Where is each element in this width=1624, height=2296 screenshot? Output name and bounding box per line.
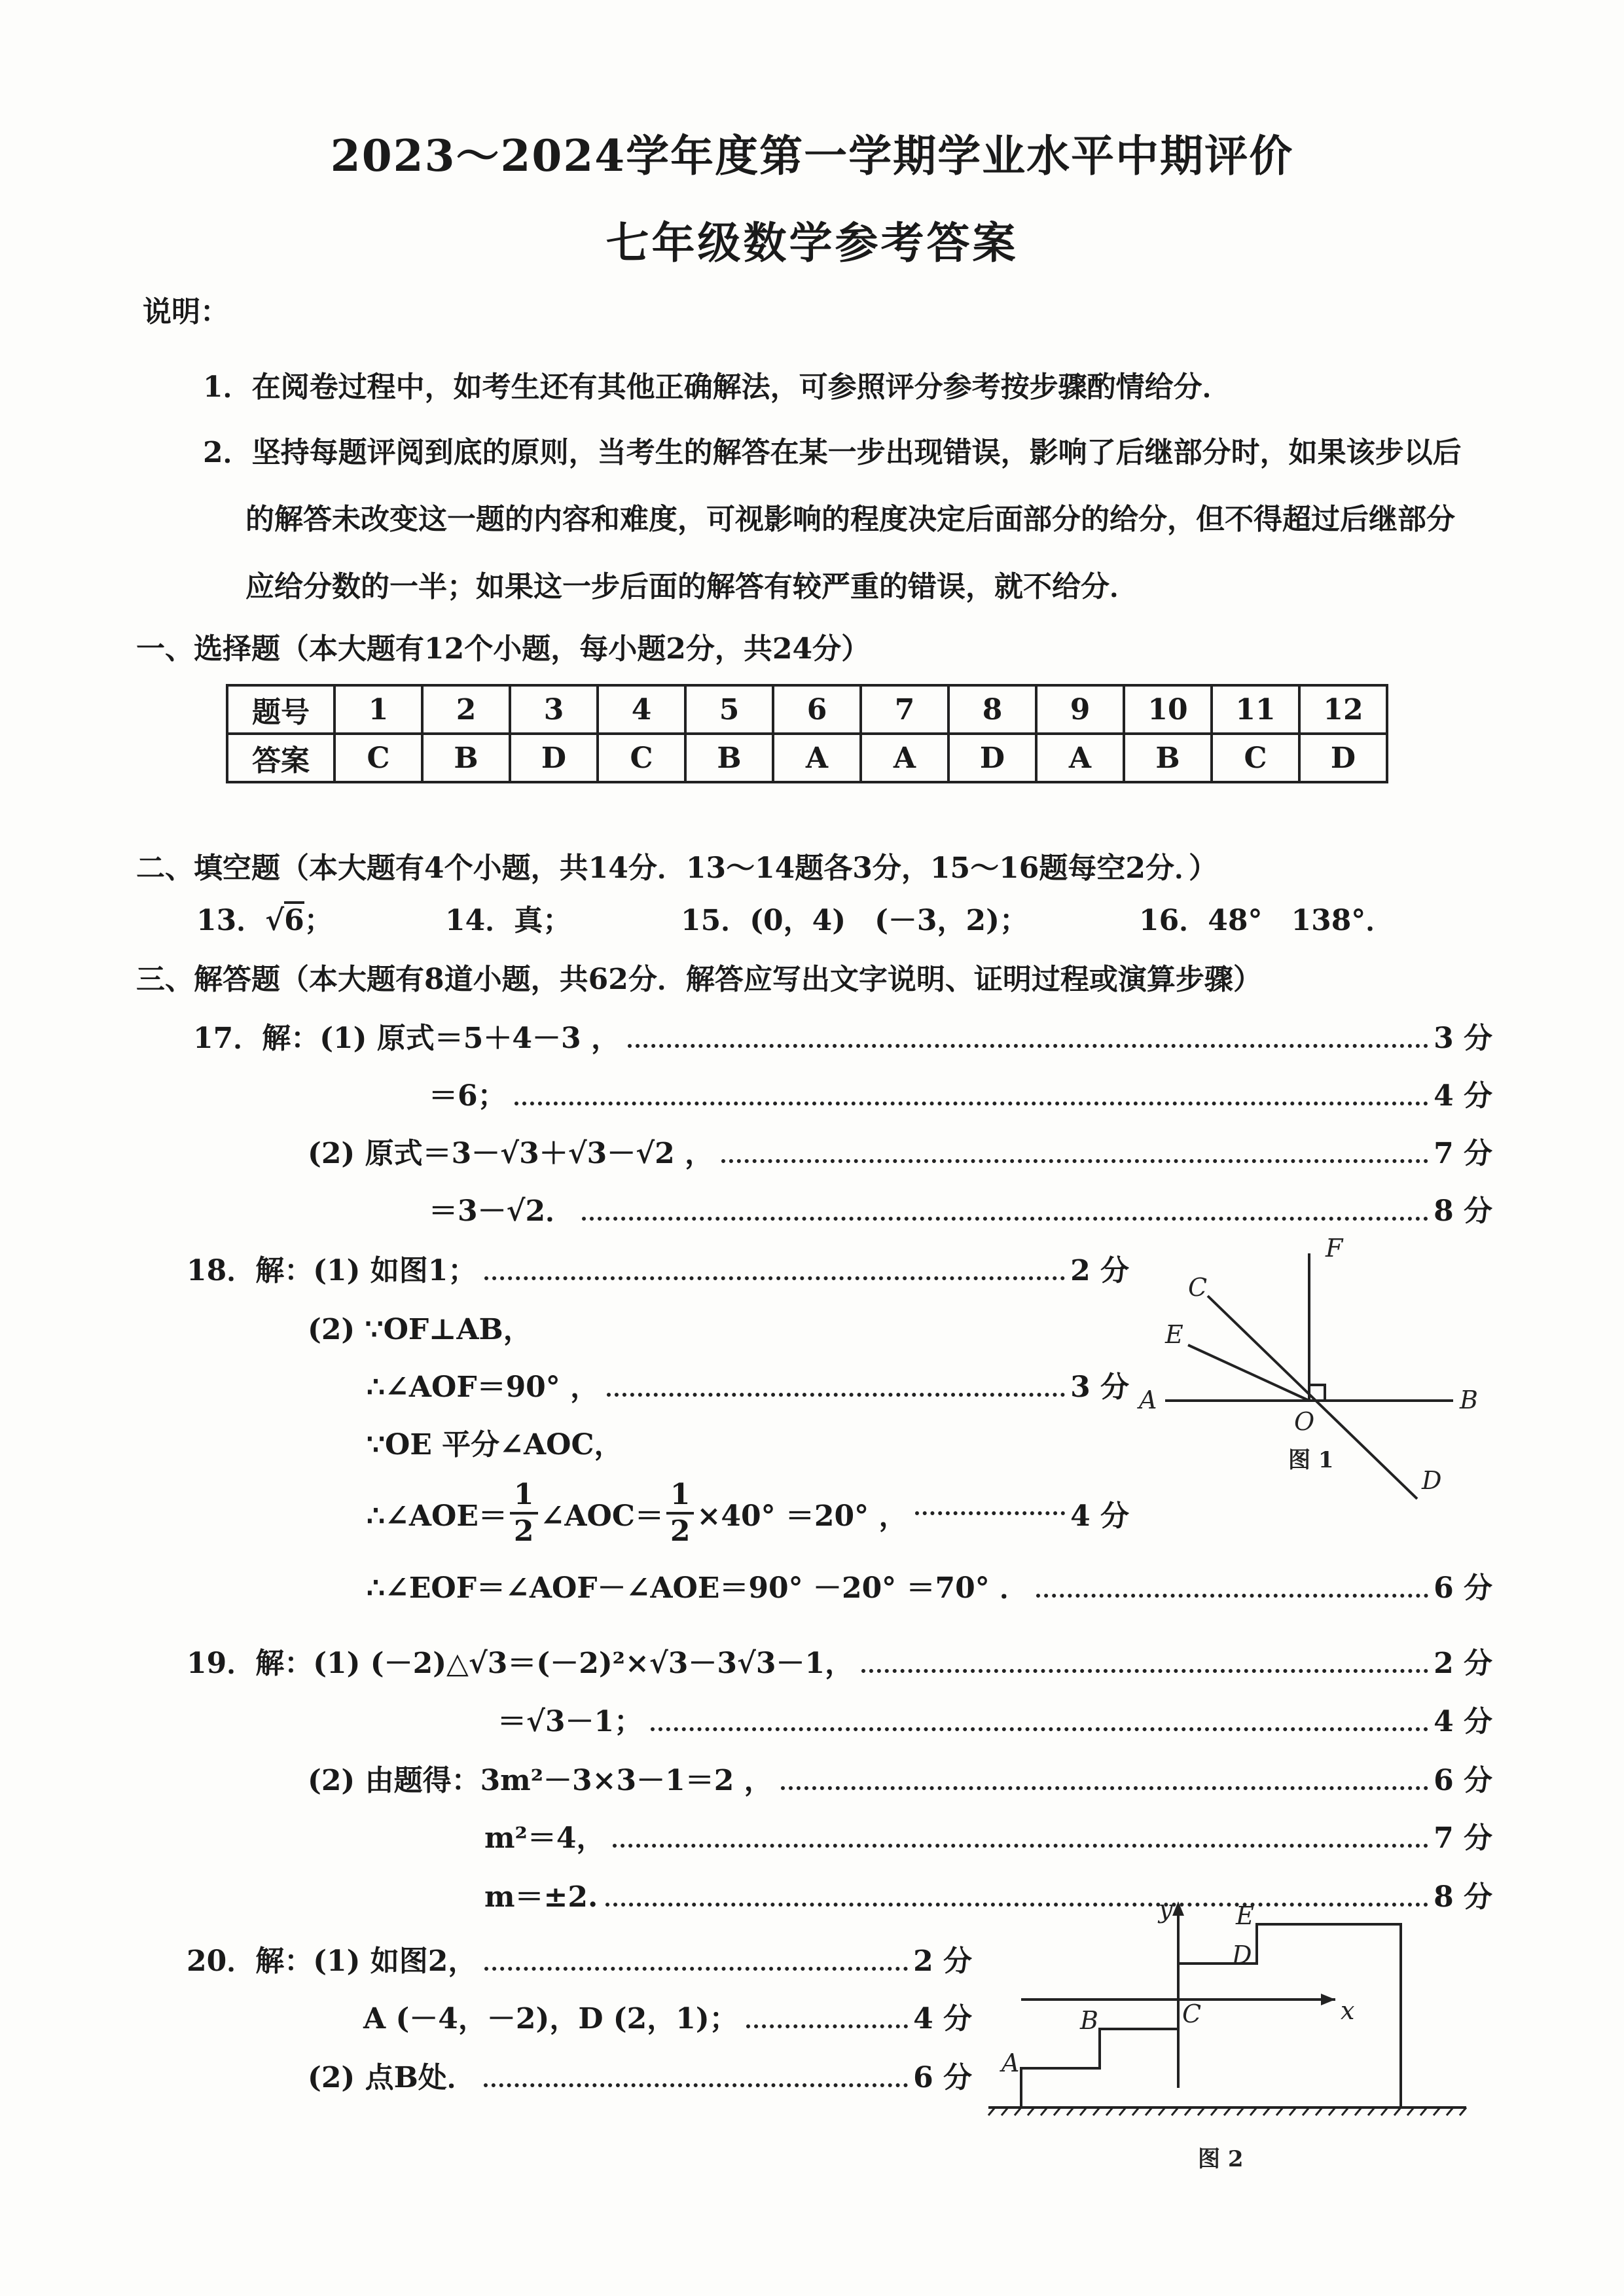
q13-radicand: 6	[284, 901, 304, 937]
leader-dots	[582, 1217, 1428, 1221]
note-item-2-line1: 2．坚持每题评阅到底的原则，当考生的解答在某一步出现错误，影响了后继部分时，如果该步以后	[203, 436, 1462, 469]
score: 8 分	[1434, 1194, 1492, 1228]
leader-dots	[613, 1844, 1428, 1848]
q17-step-1	[193, 1014, 1492, 1056]
label-b: B	[1080, 2006, 1098, 2035]
table-cell: 4	[598, 685, 685, 734]
table-cell: 8	[948, 685, 1036, 734]
q18-step-6	[367, 1564, 1492, 1606]
table-cell: 2	[422, 685, 510, 734]
step-text: ∴∠EOF＝∠AOF－∠AOE＝90° －20° ＝70° ．	[367, 1571, 1029, 1605]
fraction-half	[666, 1480, 695, 1546]
q18-step-2: (2) ∵OF⊥AB，	[308, 1313, 532, 1346]
score: 6 分	[1434, 1571, 1492, 1605]
step-text: m²＝4，	[484, 1821, 605, 1855]
leader-dots	[861, 1669, 1428, 1673]
leader-dots	[628, 1044, 1428, 1048]
note-item-1: 1．在阅卷过程中，如考生还有其他正确解法，可参照评分参考按步骤酌情给分．	[203, 370, 1231, 404]
leader-dots	[721, 1159, 1428, 1163]
table-cell: 6	[773, 685, 861, 734]
label-e: E	[1165, 1320, 1183, 1349]
score: 4 分	[913, 2002, 972, 2036]
table-cell: A	[1036, 734, 1124, 782]
table-cell: A	[773, 734, 861, 782]
score: 3 分	[1434, 1022, 1492, 1055]
label-a: A	[1139, 1386, 1157, 1414]
score: 2 分	[1434, 1647, 1492, 1680]
figure-2	[982, 1892, 1506, 2193]
leader-dots	[915, 1511, 1065, 1515]
table-cell: A	[861, 734, 948, 782]
step-text: ∠AOC＝	[540, 1499, 664, 1533]
figure-1	[1139, 1230, 1479, 1505]
figure-1-caption: 图 1	[1288, 1447, 1334, 1473]
fraction-half	[510, 1480, 538, 1546]
step-text: 20．解：(1) 如图2，	[187, 1945, 477, 1978]
q18-step-4: ∵OE 平分∠AOC，	[367, 1428, 623, 1462]
q17-step-4	[429, 1187, 1492, 1229]
table-cell: 12	[1299, 685, 1387, 734]
table-header-cell: 题号	[227, 685, 334, 734]
q18-step-1	[187, 1247, 1129, 1289]
q19-step-3	[308, 1757, 1492, 1799]
q20-step-3	[308, 2054, 972, 2096]
table-cell: D	[510, 734, 598, 782]
score: 4 分	[1070, 1499, 1129, 1533]
step-text: (2) 点B处．	[308, 2061, 476, 2094]
label-d: D	[1422, 1466, 1442, 1495]
fill-answer-14: 14．真；	[445, 904, 572, 937]
step-text: ×40° ＝20° ，	[696, 1499, 908, 1533]
score: 7 分	[1434, 1137, 1492, 1170]
table-cell: 10	[1124, 685, 1212, 734]
step-text: ＝√3－1；	[497, 1705, 643, 1738]
table-cell: 7	[861, 685, 948, 734]
figure-2-caption: 图 2	[1198, 2146, 1244, 2172]
label-a: A	[1001, 2049, 1020, 2077]
fraction-denominator: 2	[670, 1515, 691, 1548]
step-text: 19．解：(1) (－2)△√3＝(－2)²×√3－3√3－1，	[187, 1647, 854, 1680]
score: 4 分	[1434, 1079, 1492, 1113]
label-o: O	[1294, 1407, 1315, 1436]
q20-step-2	[363, 1995, 972, 2037]
step-text: m＝±2.	[484, 1880, 598, 1914]
leader-dots	[781, 1786, 1428, 1790]
sqrt-symbol: √	[265, 904, 285, 937]
q19-step-1	[187, 1640, 1492, 1681]
y-axis-arrow-icon	[1172, 1901, 1184, 1916]
leader-dots	[484, 2083, 908, 2087]
step-text: (2) 由题得：3m²－3×3－1＝2 ，	[308, 1764, 773, 1797]
score: 4 分	[1434, 1705, 1492, 1738]
table-cell: B	[422, 734, 510, 782]
table-header-cell: 答案	[227, 734, 334, 782]
label-e: E	[1236, 1901, 1254, 1930]
section1-heading: 一、选择题（本大题有12个小题，每小题2分，共24分）	[136, 632, 871, 666]
notes-heading: 说明：	[143, 295, 229, 329]
table-row-answers	[227, 734, 1387, 782]
q18-step-3	[367, 1363, 1129, 1405]
table-cell: 9	[1036, 685, 1124, 734]
step-text: A (－4，－2)，D (2，1)；	[363, 2002, 738, 2036]
table-cell: 11	[1212, 685, 1299, 734]
section3-heading: 三、解答题（本大题有8道小题，共62分．解答应写出文字说明、证明过程或演算步骤）	[136, 963, 1262, 996]
fill-answer-15: 15．(0，4) (－3，2)；	[681, 904, 1028, 937]
note-item-2-line2: 的解答未改变这一题的内容和难度，可视影响的程度决定后面部分的给分，但不得超过后继部分	[245, 503, 1455, 536]
q17-step-2	[429, 1072, 1492, 1114]
table-row-numbers	[227, 685, 1387, 734]
step-text: 17．解：(1) 原式＝5＋4－3 ，	[193, 1022, 620, 1055]
table-cell: C	[1212, 734, 1299, 782]
score: 7 分	[1434, 1821, 1492, 1855]
score: 8 分	[1434, 1880, 1492, 1914]
table-cell: B	[685, 734, 773, 782]
label-y: y	[1159, 1895, 1173, 1924]
q19-step-4	[484, 1814, 1492, 1856]
score: 6 分	[913, 2061, 972, 2094]
step-text: ＝3－√2．	[429, 1194, 575, 1228]
label-c: C	[1188, 1273, 1208, 1302]
score: 3 分	[1070, 1371, 1129, 1404]
label-d: D	[1232, 1941, 1252, 1969]
leader-dots	[607, 1393, 1065, 1397]
q19-step-2	[497, 1698, 1492, 1740]
table-cell: D	[1299, 734, 1387, 782]
label-x: x	[1341, 1996, 1355, 2025]
section2-heading: 二、填空题（本大题有4个小题，共14分．13～14题各3分，15～16题每空2分．）	[136, 852, 1218, 885]
q13-suffix: ；	[304, 904, 333, 937]
table-cell: D	[948, 734, 1036, 782]
leader-dots	[746, 2024, 908, 2028]
fraction-denominator: 2	[513, 1515, 534, 1548]
ray-oe	[1188, 1345, 1309, 1401]
q13-label: 13．	[196, 904, 266, 937]
q17-step-3	[308, 1130, 1492, 1172]
leader-dots	[514, 1102, 1428, 1105]
label-c: C	[1182, 2000, 1202, 2028]
score: 2 分	[1070, 1254, 1129, 1287]
score: 2 分	[913, 1945, 972, 1978]
score: 6 分	[1434, 1764, 1492, 1797]
table-cell: C	[598, 734, 685, 782]
step-text: ∴∠AOF＝90° ，	[367, 1371, 600, 1404]
table-cell: 5	[685, 685, 773, 734]
step-text: (2) 原式＝3－√3＋√3－√2 ，	[308, 1137, 714, 1170]
table-cell: C	[334, 734, 422, 782]
step-text: 18．解：(1) 如图1；	[187, 1254, 477, 1287]
fill-answer-13	[196, 897, 333, 939]
leader-dots	[484, 1967, 908, 1971]
q18-step-5	[367, 1480, 1129, 1546]
x-axis-arrow-icon	[1321, 1994, 1335, 2005]
table-cell: 3	[510, 685, 598, 734]
table-cell: 1	[334, 685, 422, 734]
leader-dots	[651, 1727, 1428, 1731]
fraction-numerator: 1	[666, 1480, 695, 1515]
page-title: 2023～2024学年度第一学期学业水平中期评价	[330, 130, 1294, 181]
fraction-numerator: 1	[510, 1480, 538, 1515]
leader-dots	[1036, 1594, 1428, 1598]
page-subtitle: 七年级数学参考答案	[605, 217, 1019, 268]
fill-answer-16: 16．48° 138°．	[1139, 904, 1395, 937]
step-text: ＝6；	[429, 1079, 507, 1113]
q20-step-1	[187, 1937, 972, 1979]
label-b: B	[1460, 1386, 1478, 1414]
table-cell: B	[1124, 734, 1212, 782]
note-item-2-line3: 应给分数的一半；如果这一步后面的解答有较严重的错误，就不给分．	[245, 570, 1138, 603]
answer-table	[226, 684, 1388, 783]
leader-dots	[484, 1276, 1065, 1280]
step-text: ∴∠AOE＝	[367, 1499, 507, 1533]
label-f: F	[1326, 1234, 1343, 1263]
